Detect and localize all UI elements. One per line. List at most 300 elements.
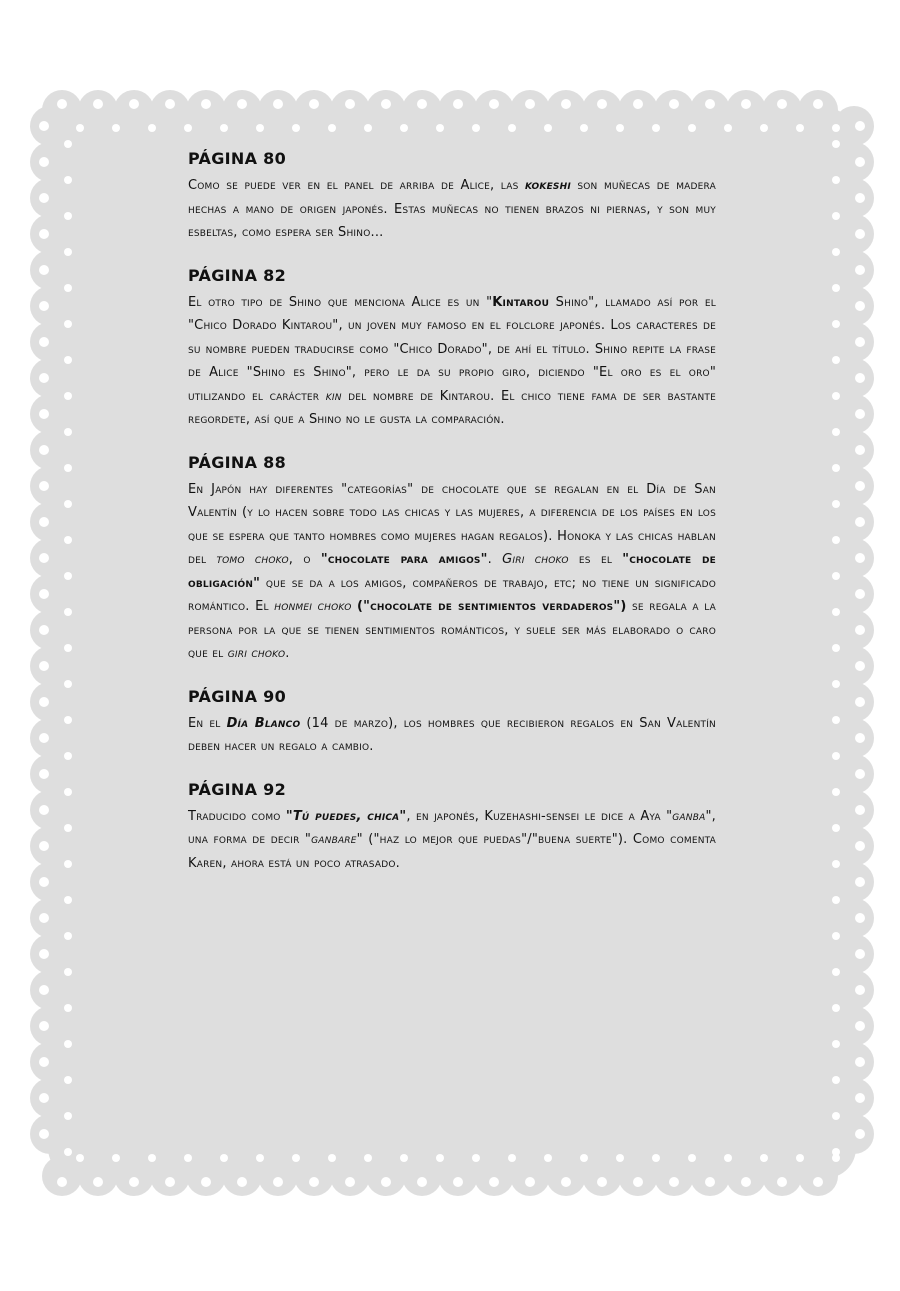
scallop bbox=[834, 574, 874, 614]
lace-hole bbox=[39, 913, 49, 923]
lace-hole bbox=[309, 99, 319, 109]
lace-hole bbox=[580, 1154, 588, 1162]
text-run: Shino", llamado así por el "Chico Dorado Kintarou", un joven muy famoso en el folclore japonés. Los caracteres de su nombre pueden traducirse como "Chico Dorado", de ahí el título. Shino repite la frase de Alice "Shino es Shino", pero le da su propio giro, diciendo "El oro es el oro" utilizando el carácter bbox=[188, 294, 716, 404]
text-run: es el bbox=[568, 552, 623, 567]
lace-hole bbox=[64, 1112, 72, 1120]
lace-hole bbox=[855, 229, 865, 239]
lace-hole bbox=[76, 1154, 84, 1162]
text-run: , en japonés, Kuzehashi-sensei le dice a Aya bbox=[406, 808, 667, 824]
lace-hole bbox=[855, 805, 865, 815]
note-paragraph bbox=[188, 712, 716, 759]
scallop bbox=[654, 90, 694, 130]
lace-hole bbox=[39, 805, 49, 815]
scallop bbox=[834, 1042, 874, 1082]
lace-hole bbox=[39, 301, 49, 311]
lace-hole bbox=[832, 716, 840, 724]
lace-hole bbox=[760, 1154, 768, 1162]
lace-hole bbox=[64, 1004, 72, 1012]
text-run: giri choko bbox=[227, 646, 286, 661]
scallop bbox=[834, 934, 874, 974]
page-heading: PÁGINA 88 bbox=[188, 452, 287, 472]
lace-hole bbox=[688, 124, 696, 132]
scallop bbox=[150, 90, 190, 130]
scallop bbox=[30, 790, 70, 830]
lace-hole bbox=[64, 824, 72, 832]
lace-hole bbox=[64, 320, 72, 328]
text-run: "chocolate para amigos" bbox=[320, 552, 488, 567]
lace-hole bbox=[400, 124, 408, 132]
lace-hole bbox=[93, 1177, 103, 1187]
scallop bbox=[834, 250, 874, 290]
lace-hole bbox=[813, 99, 823, 109]
lace-hole bbox=[64, 716, 72, 724]
lace-hole bbox=[381, 99, 391, 109]
lace-hole bbox=[148, 1154, 156, 1162]
lace-hole bbox=[472, 124, 480, 132]
lace-hole bbox=[855, 409, 865, 419]
scallop bbox=[30, 934, 70, 974]
lace-hole bbox=[855, 877, 865, 887]
lace-hole bbox=[328, 124, 336, 132]
lace-hole bbox=[112, 124, 120, 132]
lace-hole bbox=[561, 99, 571, 109]
note-section bbox=[188, 779, 716, 876]
lace-hole bbox=[129, 99, 139, 109]
scallop bbox=[30, 502, 70, 542]
lace-hole bbox=[39, 481, 49, 491]
scallop bbox=[30, 826, 70, 866]
lace-hole bbox=[832, 824, 840, 832]
note-section bbox=[188, 686, 716, 759]
scallop bbox=[654, 1156, 694, 1196]
lace-hole bbox=[705, 99, 715, 109]
scallop bbox=[834, 538, 874, 578]
scallop bbox=[834, 1078, 874, 1118]
lace-hole bbox=[165, 99, 175, 109]
scallop bbox=[834, 790, 874, 830]
lace-hole bbox=[832, 392, 840, 400]
lace-hole bbox=[220, 1154, 228, 1162]
lace-hole bbox=[832, 284, 840, 292]
scallop bbox=[30, 430, 70, 470]
scallop bbox=[510, 90, 550, 130]
lace-hole bbox=[64, 248, 72, 256]
scallop bbox=[330, 1156, 370, 1196]
lace-hole bbox=[184, 124, 192, 132]
lace-hole bbox=[93, 99, 103, 109]
scallop bbox=[186, 1156, 226, 1196]
lace-hole bbox=[832, 140, 840, 148]
text-run: "Tú puedes, chica" bbox=[285, 808, 407, 824]
lace-hole bbox=[39, 841, 49, 851]
scallop bbox=[150, 1156, 190, 1196]
scallop bbox=[30, 214, 70, 254]
lace-hole bbox=[508, 1154, 516, 1162]
scallop bbox=[834, 322, 874, 362]
page-heading: PÁGINA 90 bbox=[188, 686, 287, 706]
lace-hole bbox=[39, 229, 49, 239]
lace-hole bbox=[345, 99, 355, 109]
scallop bbox=[834, 1006, 874, 1046]
lace-hole bbox=[453, 1177, 463, 1187]
lace-hole bbox=[148, 124, 156, 132]
lace-hole bbox=[64, 860, 72, 868]
text-run: Kintarou bbox=[492, 294, 550, 310]
lace-hole bbox=[64, 968, 72, 976]
lace-hole bbox=[39, 985, 49, 995]
lace-hole bbox=[633, 99, 643, 109]
text-run: que se da a los amigos, compañeros de trabajo, etc; no tiene un significado romántico. El bbox=[188, 575, 716, 614]
text-run: El otro tipo de Shino que menciona Alice es un " bbox=[188, 294, 493, 310]
lace-hole bbox=[237, 1177, 247, 1187]
scallop bbox=[690, 1156, 730, 1196]
scallop bbox=[834, 214, 874, 254]
scallop bbox=[834, 970, 874, 1010]
text-run: (14 de marzo), los hombres que recibieron regalos en San Valentín deben hacer un regalo a cambio. bbox=[188, 715, 716, 754]
lace-hole bbox=[64, 1040, 72, 1048]
lace-hole bbox=[832, 1004, 840, 1012]
text-run: Giri choko bbox=[502, 552, 569, 567]
scallop bbox=[726, 1156, 766, 1196]
lace-hole bbox=[855, 625, 865, 635]
lace-hole bbox=[832, 896, 840, 904]
scallop bbox=[402, 1156, 442, 1196]
note-paragraph bbox=[188, 291, 716, 432]
lace-hole bbox=[855, 157, 865, 167]
scallop bbox=[726, 90, 766, 130]
note-paragraph bbox=[188, 174, 716, 245]
lace-hole bbox=[64, 896, 72, 904]
lace-hole bbox=[39, 589, 49, 599]
scallop bbox=[402, 90, 442, 130]
lace-hole bbox=[39, 157, 49, 167]
lace-hole bbox=[184, 1154, 192, 1162]
lace-hole bbox=[855, 337, 865, 347]
scallop bbox=[30, 754, 70, 794]
lace-hole bbox=[436, 124, 444, 132]
lace-hole bbox=[669, 99, 679, 109]
scallop bbox=[114, 90, 154, 130]
lace-hole bbox=[855, 661, 865, 671]
text-run: , o bbox=[288, 552, 321, 567]
scallop bbox=[30, 358, 70, 398]
lace-hole bbox=[705, 1177, 715, 1187]
scallop bbox=[30, 250, 70, 290]
scallop bbox=[30, 394, 70, 434]
lace-hole bbox=[855, 913, 865, 923]
scallop bbox=[798, 1156, 838, 1196]
lace-hole bbox=[64, 572, 72, 580]
lace-hole bbox=[39, 769, 49, 779]
text-run: kokeshi bbox=[524, 178, 571, 193]
lace-hole bbox=[201, 1177, 211, 1187]
lace-hole bbox=[237, 99, 247, 109]
text-run: Traducido como bbox=[188, 808, 286, 824]
scallop bbox=[546, 90, 586, 130]
lace-hole bbox=[741, 1177, 751, 1187]
lace-hole bbox=[832, 248, 840, 256]
lace-hole bbox=[57, 1177, 67, 1187]
lace-hole bbox=[832, 356, 840, 364]
lace-hole bbox=[855, 1093, 865, 1103]
page-heading: PÁGINA 82 bbox=[188, 265, 287, 285]
lace-hole bbox=[64, 176, 72, 184]
lace-hole bbox=[633, 1177, 643, 1187]
lace-hole bbox=[741, 99, 751, 109]
lace-hole bbox=[855, 769, 865, 779]
scallop bbox=[294, 1156, 334, 1196]
lace-hole bbox=[64, 1148, 72, 1156]
lace-hole bbox=[832, 1148, 840, 1156]
lace-hole bbox=[328, 1154, 336, 1162]
scallop bbox=[30, 1078, 70, 1118]
lace-hole bbox=[39, 1057, 49, 1067]
scallop bbox=[474, 1156, 514, 1196]
lace-hole bbox=[201, 99, 211, 109]
scallop bbox=[30, 610, 70, 650]
lace-hole bbox=[525, 99, 535, 109]
note-paragraph bbox=[188, 478, 716, 666]
lace-hole bbox=[777, 99, 787, 109]
scallop bbox=[366, 90, 406, 130]
lace-hole bbox=[39, 697, 49, 707]
note-section bbox=[188, 148, 716, 245]
scallop bbox=[834, 1114, 874, 1154]
lace-hole bbox=[64, 392, 72, 400]
lace-hole bbox=[855, 265, 865, 275]
lace-hole bbox=[39, 265, 49, 275]
lace-hole bbox=[364, 124, 372, 132]
notes-content bbox=[188, 148, 716, 895]
lace-hole bbox=[832, 644, 840, 652]
scallop bbox=[114, 1156, 154, 1196]
lace-hole bbox=[364, 1154, 372, 1162]
lace-hole bbox=[796, 1154, 804, 1162]
scallop bbox=[834, 682, 874, 722]
lace-hole bbox=[64, 1076, 72, 1084]
lace-hole bbox=[855, 517, 865, 527]
lace-hole bbox=[309, 1177, 319, 1187]
text-run: , una forma de decir bbox=[188, 808, 716, 847]
lace-hole bbox=[616, 124, 624, 132]
lace-hole bbox=[855, 481, 865, 491]
scallop bbox=[30, 718, 70, 758]
scallop bbox=[222, 90, 262, 130]
note-section bbox=[188, 265, 716, 432]
lace-hole bbox=[64, 932, 72, 940]
scallop bbox=[30, 178, 70, 218]
scallop bbox=[186, 90, 226, 130]
lace-hole bbox=[525, 1177, 535, 1187]
lace-hole bbox=[597, 99, 607, 109]
scallop bbox=[30, 466, 70, 506]
lace-hole bbox=[832, 464, 840, 472]
scallop bbox=[30, 574, 70, 614]
lace-hole bbox=[832, 1040, 840, 1048]
text-run: kin bbox=[325, 388, 342, 404]
lace-hole bbox=[832, 176, 840, 184]
scallop bbox=[762, 90, 802, 130]
lace-hole bbox=[832, 788, 840, 796]
lace-hole bbox=[832, 1112, 840, 1120]
scallop bbox=[762, 1156, 802, 1196]
text-run: Día Blanco bbox=[226, 715, 301, 731]
scallop bbox=[30, 322, 70, 362]
lace-hole bbox=[165, 1177, 175, 1187]
scallop bbox=[834, 502, 874, 542]
lace-hole bbox=[855, 589, 865, 599]
scallop bbox=[30, 142, 70, 182]
lace-hole bbox=[64, 284, 72, 292]
scallop bbox=[294, 90, 334, 130]
scallop bbox=[330, 90, 370, 130]
lace-hole bbox=[855, 1021, 865, 1031]
lace-hole bbox=[508, 124, 516, 132]
text-run: se regala a la persona por la que se tienen sentimientos románticos, y suele ser más elaborado o caro que el bbox=[188, 599, 716, 661]
scallop bbox=[30, 646, 70, 686]
lace-hole bbox=[292, 124, 300, 132]
lace-hole bbox=[39, 193, 49, 203]
scallop bbox=[618, 90, 658, 130]
lace-hole bbox=[256, 1154, 264, 1162]
scallop bbox=[834, 754, 874, 794]
text-run: honmei choko bbox=[274, 599, 352, 614]
scallop bbox=[834, 718, 874, 758]
scallop bbox=[834, 286, 874, 326]
lace-hole bbox=[64, 356, 72, 364]
lace-hole bbox=[39, 121, 49, 131]
text-run: . bbox=[285, 646, 290, 661]
scallop bbox=[30, 970, 70, 1010]
scallop bbox=[258, 1156, 298, 1196]
text-run: . bbox=[487, 552, 503, 567]
lace-hole bbox=[345, 1177, 355, 1187]
scallop bbox=[834, 142, 874, 182]
lace-hole bbox=[472, 1154, 480, 1162]
text-run: "chocolate de obligación" bbox=[188, 552, 717, 591]
text-run: ("chocolate de sentimientos verdaderos") bbox=[357, 599, 627, 614]
lace-hole bbox=[129, 1177, 139, 1187]
lace-hole bbox=[855, 985, 865, 995]
lace-hole bbox=[64, 428, 72, 436]
scallop bbox=[30, 286, 70, 326]
lace-hole bbox=[832, 680, 840, 688]
scallop bbox=[834, 862, 874, 902]
lace-hole bbox=[112, 1154, 120, 1162]
lace-hole bbox=[400, 1154, 408, 1162]
text-run: En Japón hay diferentes "categorías" de chocolate que se regalan en el Día de San Valentín (y lo hacen sobre todo las chicas y las mujeres, a diferencia de los países en los que se espera que tanto hombres como mujeres hagan regalos). Honoka y las chicas hablan del bbox=[188, 481, 716, 567]
lace-hole bbox=[436, 1154, 444, 1162]
lace-hole bbox=[381, 1177, 391, 1187]
lace-hole bbox=[39, 877, 49, 887]
lace-hole bbox=[777, 1177, 787, 1187]
lace-hole bbox=[39, 445, 49, 455]
scallop bbox=[78, 90, 118, 130]
lace-hole bbox=[76, 124, 84, 132]
lace-hole bbox=[832, 932, 840, 940]
lace-hole bbox=[39, 517, 49, 527]
lace-hole bbox=[832, 212, 840, 220]
lace-hole bbox=[39, 1129, 49, 1139]
note-paragraph bbox=[188, 805, 716, 876]
scallop bbox=[618, 1156, 658, 1196]
lace-hole bbox=[855, 733, 865, 743]
lace-hole bbox=[597, 1177, 607, 1187]
lace-hole bbox=[64, 536, 72, 544]
scallop bbox=[30, 1006, 70, 1046]
lace-hole bbox=[855, 553, 865, 563]
lace-hole bbox=[855, 445, 865, 455]
lace-hole bbox=[724, 1154, 732, 1162]
lace-hole bbox=[855, 1057, 865, 1067]
lace-hole bbox=[64, 644, 72, 652]
lace-hole bbox=[453, 99, 463, 109]
text-run: ("haz lo mejor que puedas"/"buena suerte"). Como comenta Karen, ahora está un poco atrasado. bbox=[188, 832, 716, 871]
text-run: Como se puede ver en el panel de arriba de Alice, las bbox=[188, 178, 525, 193]
lace-hole bbox=[669, 1177, 679, 1187]
lace-hole bbox=[832, 320, 840, 328]
scallop bbox=[510, 1156, 550, 1196]
scallop bbox=[30, 898, 70, 938]
lace-hole bbox=[64, 752, 72, 760]
lace-hole bbox=[39, 949, 49, 959]
scallop bbox=[834, 394, 874, 434]
scallop bbox=[834, 610, 874, 650]
lace-hole bbox=[832, 752, 840, 760]
scallop bbox=[30, 1042, 70, 1082]
lace-hole bbox=[417, 99, 427, 109]
lace-hole bbox=[64, 608, 72, 616]
scallop bbox=[78, 1156, 118, 1196]
text-run: del nombre de Kintarou. El chico tiene fama de ser bastante regordete, así que a Shino no le gusta la comparación. bbox=[188, 388, 716, 427]
lace-hole bbox=[760, 124, 768, 132]
note-section bbox=[188, 452, 716, 666]
lace-hole bbox=[832, 124, 840, 132]
text-run: En el bbox=[188, 715, 227, 731]
scallop bbox=[42, 1156, 82, 1196]
lace-hole bbox=[57, 99, 67, 109]
lace-hole bbox=[64, 212, 72, 220]
scallop bbox=[834, 178, 874, 218]
text-run: son muñecas de madera hechas a mano de origen japonés. Estas muñecas no tienen brazos ni piernas, y son muy esbeltas, como espera ser Shino... bbox=[188, 178, 716, 240]
lace-hole bbox=[64, 500, 72, 508]
lace-hole bbox=[832, 608, 840, 616]
scallop bbox=[834, 898, 874, 938]
scallop bbox=[546, 1156, 586, 1196]
lace-hole bbox=[652, 124, 660, 132]
lace-hole bbox=[273, 99, 283, 109]
scallop bbox=[834, 646, 874, 686]
lace-hole bbox=[855, 841, 865, 851]
lace-hole bbox=[489, 1177, 499, 1187]
lace-hole bbox=[39, 1093, 49, 1103]
lace-hole bbox=[832, 572, 840, 580]
lace-hole bbox=[39, 1021, 49, 1031]
scallop bbox=[30, 106, 70, 146]
scallop bbox=[834, 106, 874, 146]
lace-hole bbox=[544, 124, 552, 132]
lace-hole bbox=[832, 428, 840, 436]
lace-hole bbox=[273, 1177, 283, 1187]
text-run: "ganbare" bbox=[304, 832, 363, 847]
lace-hole bbox=[39, 553, 49, 563]
lace-hole bbox=[39, 661, 49, 671]
lace-hole bbox=[688, 1154, 696, 1162]
lace-hole bbox=[64, 788, 72, 796]
lace-hole bbox=[832, 1076, 840, 1084]
scallop bbox=[438, 90, 478, 130]
lace-hole bbox=[39, 373, 49, 383]
